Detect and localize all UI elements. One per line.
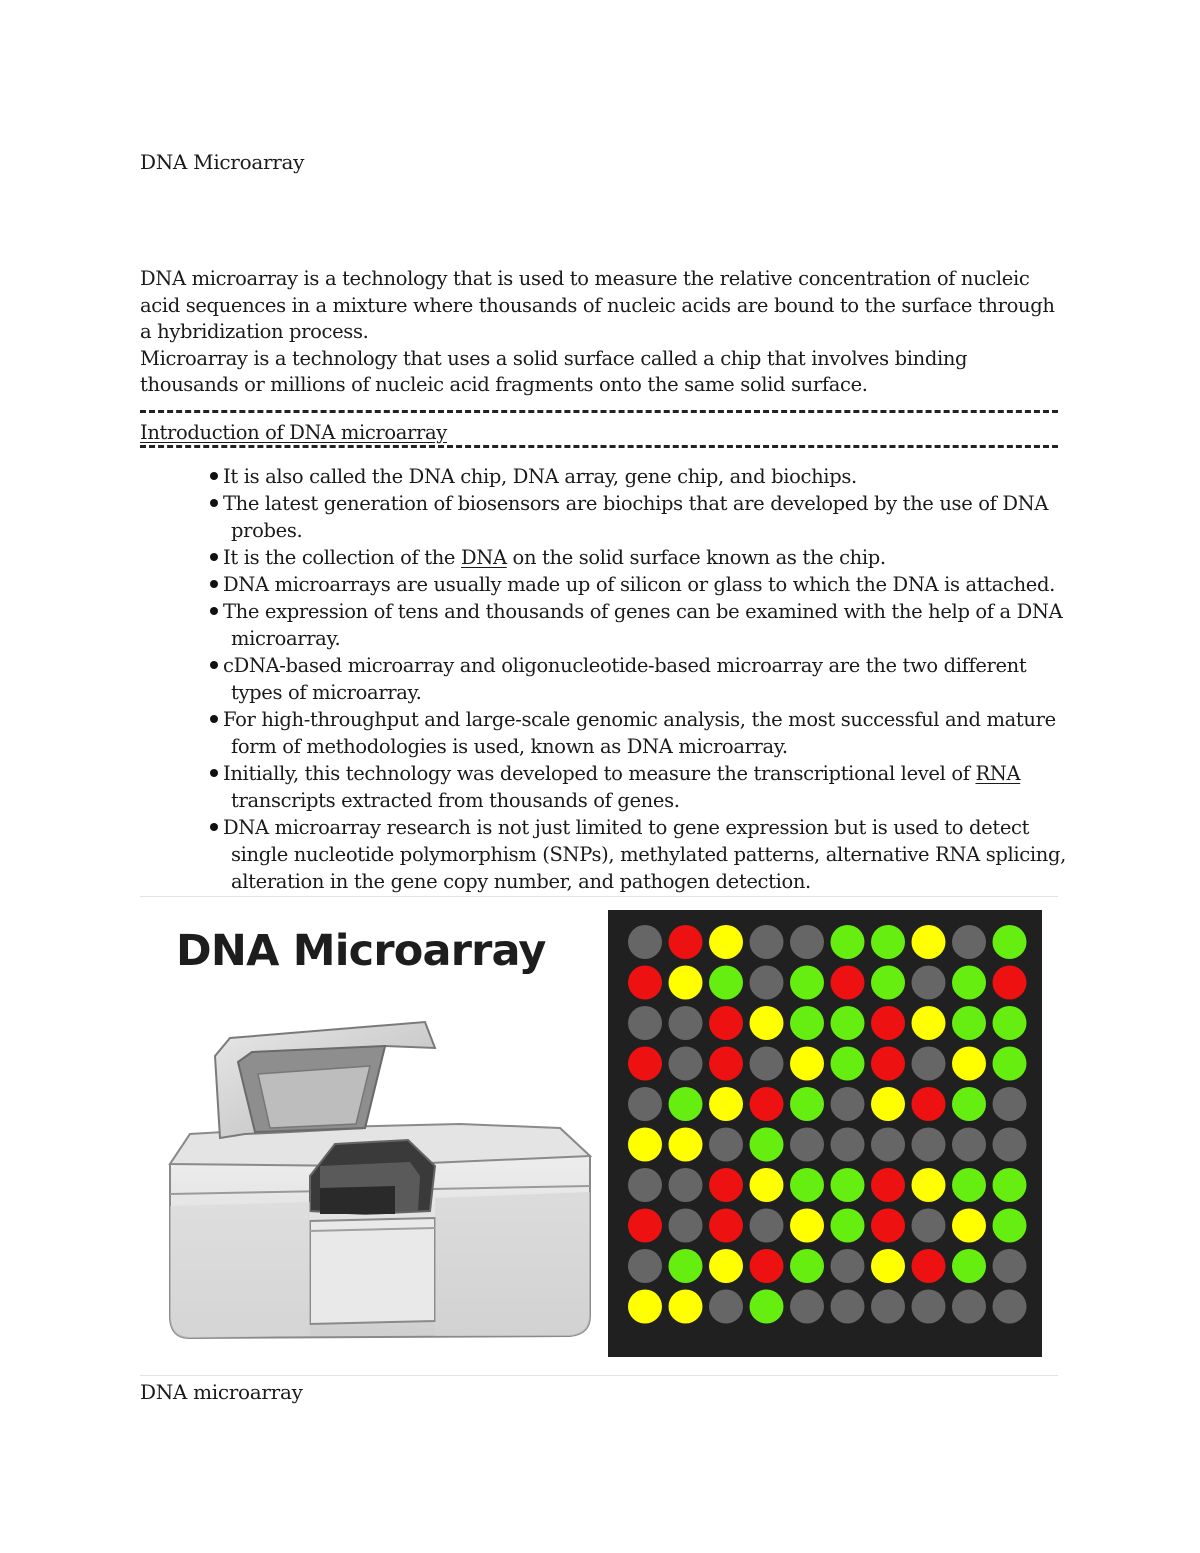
array-spot <box>952 925 986 959</box>
array-spot <box>831 966 865 1000</box>
array-spot <box>669 966 703 1000</box>
array-spot <box>993 1168 1027 1202</box>
array-spot <box>628 1290 662 1324</box>
bullet-icon <box>210 607 218 615</box>
bullet-icon <box>210 823 218 831</box>
array-spot <box>871 1087 905 1121</box>
array-spot <box>831 1290 865 1324</box>
array-spot <box>912 1290 946 1324</box>
array-spot <box>669 1047 703 1081</box>
array-spot <box>871 1047 905 1081</box>
array-spot <box>912 1249 946 1283</box>
array-spot <box>871 1168 905 1202</box>
array-spot <box>790 1006 824 1040</box>
array-spot <box>871 1006 905 1040</box>
array-spot <box>912 1006 946 1040</box>
array-spot <box>831 1128 865 1162</box>
list-item: DNA microarrays are usually made up of silicon or glass to which the DNA is attached. <box>198 571 1073 598</box>
array-spot <box>750 1006 784 1040</box>
bullet-icon <box>210 715 218 723</box>
bullet-list <box>198 463 1073 895</box>
array-spot <box>790 1168 824 1202</box>
array-spot <box>912 1128 946 1162</box>
array-spot <box>628 1087 662 1121</box>
array-spot <box>993 1290 1027 1324</box>
list-item: DNA microarray research is not just limited to gene expression but is used to detect single nucleotide polymorphism (SNPs), methylated patterns, alternative RNA splicing, alteration in the gene copy number, and pathogen detection. <box>198 814 1073 895</box>
section-heading: Introduction of DNA microarray <box>140 421 447 444</box>
array-spot <box>750 1128 784 1162</box>
array-spot <box>750 966 784 1000</box>
array-spot <box>993 1087 1027 1121</box>
array-spot <box>669 1290 703 1324</box>
list-item: It is the collection of the DNA on the solid surface known as the chip. <box>198 544 1073 571</box>
array-spot <box>709 1168 743 1202</box>
array-spot <box>831 1209 865 1243</box>
bullet-icon <box>210 472 218 480</box>
array-spot <box>952 1128 986 1162</box>
array-spot <box>628 1047 662 1081</box>
array-spot <box>750 1249 784 1283</box>
dashed-divider <box>140 445 1058 448</box>
array-spot <box>750 1047 784 1081</box>
array-spot <box>669 1249 703 1283</box>
array-spot <box>709 1290 743 1324</box>
array-spot <box>952 1047 986 1081</box>
array-spot <box>790 1128 824 1162</box>
array-spot <box>993 1128 1027 1162</box>
array-spot <box>831 1006 865 1040</box>
microarray-chip-grid <box>608 910 1042 1357</box>
array-spot <box>993 1047 1027 1081</box>
array-spot <box>831 1249 865 1283</box>
spot-grid <box>608 910 1042 1357</box>
array-spot <box>709 1047 743 1081</box>
array-spot <box>669 925 703 959</box>
array-spot <box>790 1047 824 1081</box>
dna-link[interactable]: DNA <box>460 546 507 569</box>
bullet-icon <box>210 661 218 669</box>
array-spot <box>750 1168 784 1202</box>
array-spot <box>912 925 946 959</box>
list-item: The expression of tens and thousands of genes can be examined with the help of a DNA microarray. <box>198 598 1073 652</box>
array-spot <box>871 1128 905 1162</box>
array-spot <box>669 1168 703 1202</box>
array-spot <box>993 1249 1027 1283</box>
array-spot <box>790 1087 824 1121</box>
array-spot <box>709 966 743 1000</box>
array-spot <box>831 1168 865 1202</box>
array-spot <box>790 966 824 1000</box>
list-item: Initially, this technology was developed to measure the transcriptional level of RNA transcripts extracted from thousands of genes. <box>198 760 1073 814</box>
bullet-icon <box>210 499 218 507</box>
array-spot <box>993 1209 1027 1243</box>
bullet-icon <box>210 553 218 561</box>
array-spot <box>709 1006 743 1040</box>
array-spot <box>952 1087 986 1121</box>
intro-text <box>140 266 1065 399</box>
list-item: The latest generation of biosensors are biochips that are developed by the use of DNA probes. <box>198 490 1073 544</box>
microarray-figure <box>160 906 1050 1361</box>
array-spot <box>628 1006 662 1040</box>
array-spot <box>709 1128 743 1162</box>
intro-paragraph: Microarray is a technology that uses a solid surface called a chip that involves binding thousands or millions of nucleic acid fragments onto the same solid surface. <box>140 346 968 396</box>
array-spot <box>750 1209 784 1243</box>
array-spot <box>669 1006 703 1040</box>
figure-title: DNA Microarray <box>176 926 546 976</box>
image-top-border <box>140 896 1058 897</box>
intro-paragraph: DNA microarray is a technology that is used to measure the relative concentration of nucleic acid sequences in a mixture where thousands of nucleic acids are bound to the surface through a hybridization process. <box>140 267 1055 343</box>
array-spot <box>669 1209 703 1243</box>
array-spot <box>952 1168 986 1202</box>
array-spot <box>790 1209 824 1243</box>
array-spot <box>750 1087 784 1121</box>
array-spot <box>709 1209 743 1243</box>
array-spot <box>709 925 743 959</box>
array-spot <box>628 925 662 959</box>
array-spot <box>952 966 986 1000</box>
array-spot <box>993 1006 1027 1040</box>
list-item: It is also called the DNA chip, DNA array, gene chip, and biochips. <box>198 463 1073 490</box>
bullet-icon <box>210 580 218 588</box>
list-item: cDNA-based microarray and oligonucleotide-based microarray are the two different types of microarray. <box>198 652 1073 706</box>
array-spot <box>628 1168 662 1202</box>
array-spot <box>912 1087 946 1121</box>
array-spot <box>871 1209 905 1243</box>
array-spot <box>709 1087 743 1121</box>
array-spot <box>669 1128 703 1162</box>
array-spot <box>790 925 824 959</box>
array-spot <box>831 1047 865 1081</box>
array-spot <box>993 966 1027 1000</box>
microarray-scanner-illustration <box>160 1016 600 1351</box>
array-spot <box>790 1249 824 1283</box>
array-spot <box>912 1168 946 1202</box>
array-spot <box>871 1249 905 1283</box>
array-spot <box>912 966 946 1000</box>
array-spot <box>912 1047 946 1081</box>
page-title: DNA Microarray <box>140 150 305 174</box>
figure-caption: DNA microarray <box>140 1380 303 1404</box>
image-bottom-border <box>140 1375 1058 1376</box>
array-spot <box>669 1087 703 1121</box>
array-spot <box>871 966 905 1000</box>
bullet-icon <box>210 769 218 777</box>
dashed-divider <box>140 410 1058 413</box>
array-spot <box>952 1249 986 1283</box>
array-spot <box>912 1209 946 1243</box>
array-spot <box>871 925 905 959</box>
array-spot <box>993 925 1027 959</box>
array-spot <box>831 925 865 959</box>
list-item: For high-throughput and large-scale genomic analysis, the most successful and mature form of methodologies is used, known as DNA microarray. <box>198 706 1073 760</box>
array-spot <box>750 1290 784 1324</box>
array-spot <box>952 1209 986 1243</box>
array-spot <box>709 1249 743 1283</box>
array-spot <box>952 1290 986 1324</box>
rna-link[interactable]: RNA <box>975 762 1021 785</box>
array-spot <box>750 925 784 959</box>
array-spot <box>831 1087 865 1121</box>
array-spot <box>628 1128 662 1162</box>
array-spot <box>790 1290 824 1324</box>
array-spot <box>628 1249 662 1283</box>
array-spot <box>628 966 662 1000</box>
array-spot <box>952 1006 986 1040</box>
array-spot <box>628 1209 662 1243</box>
array-spot <box>871 1290 905 1324</box>
